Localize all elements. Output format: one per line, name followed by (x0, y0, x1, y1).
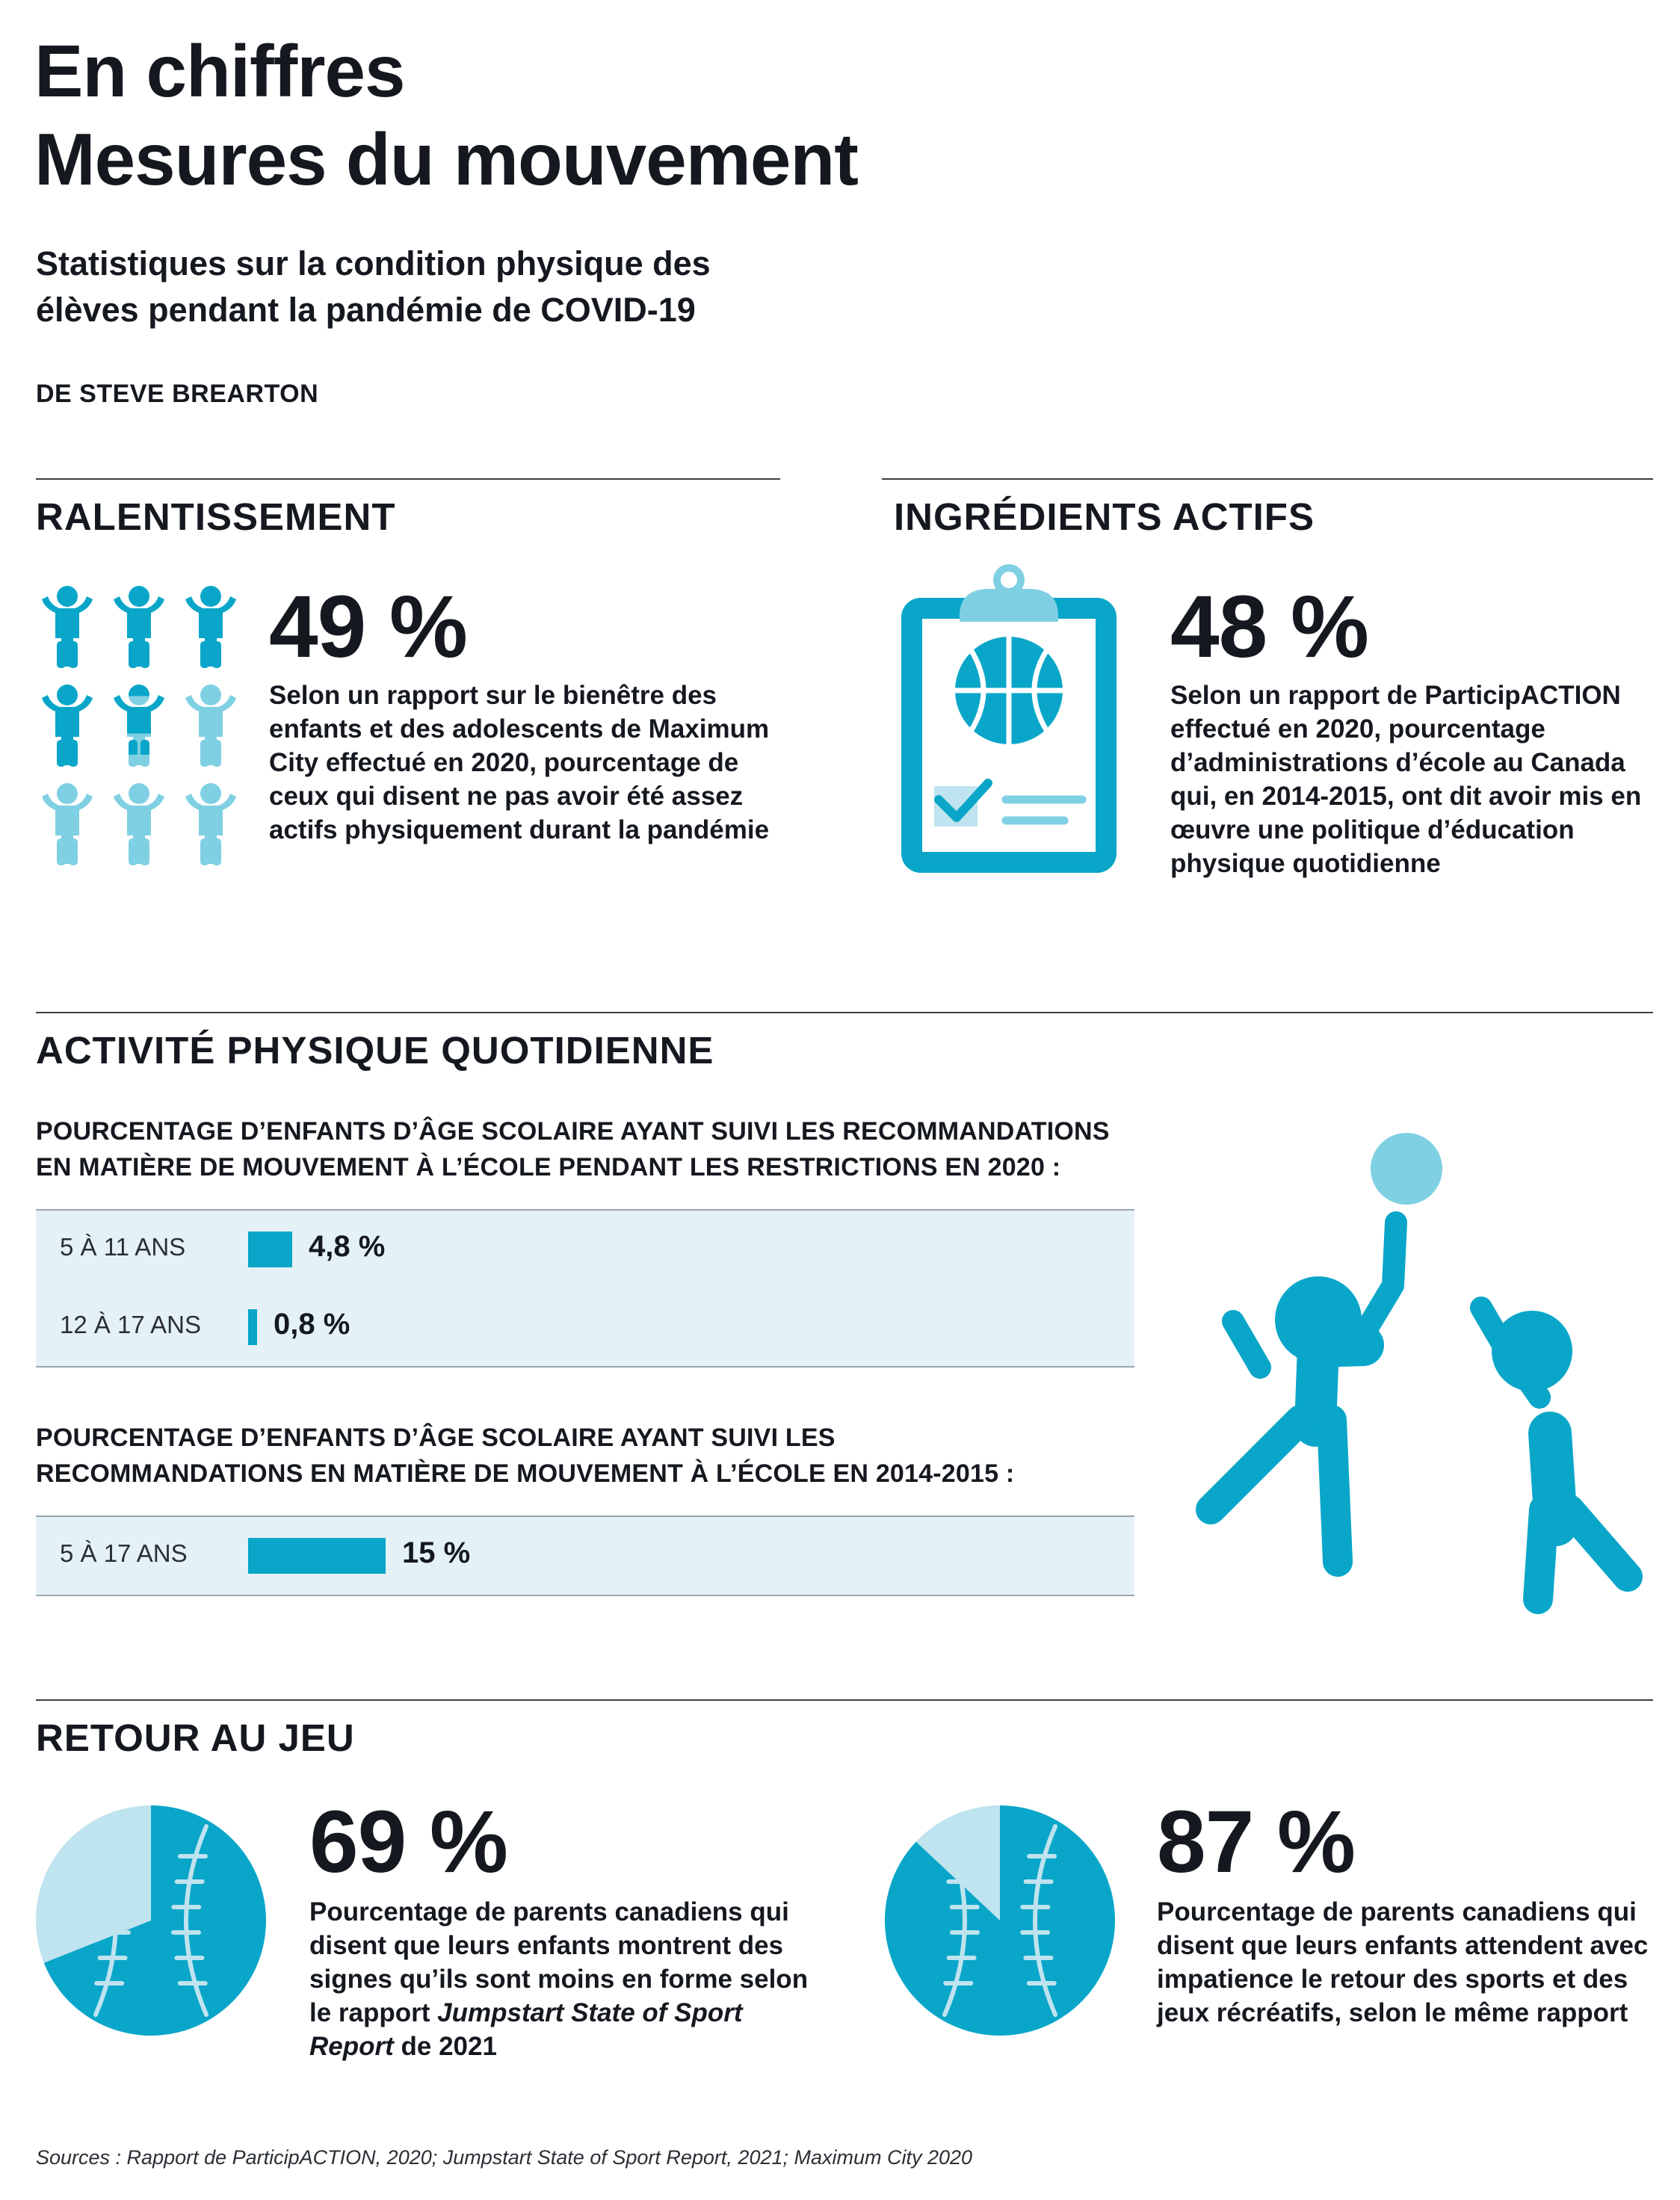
sources-footnote: Sources : Rapport de ParticipACTION, 2020; Jumpstart State of Sport Report, 2021; Maximum City 2020 (36, 2146, 973, 2169)
return-left-description (309, 1895, 825, 2063)
caption-line: RECOMMANDATIONS EN MATIÈRE DE MOUVEMENT À L’ÉCOLE EN 2014-2015 : (36, 1459, 1015, 1488)
person-icon (185, 586, 236, 668)
slowdown-stat: 49 % (269, 578, 467, 676)
byline: DE STEVE BREARTON (36, 380, 319, 408)
person-icon (185, 685, 236, 767)
row-label-5-11: 5 À 11 ANS (60, 1233, 186, 1261)
active-ingredients-heading: INGRÉDIENTS ACTIFS (894, 495, 1315, 538)
person-icon (42, 685, 93, 767)
return-right-stat: 87 % (1157, 1793, 1355, 1891)
baseball-pie-icon (34, 1804, 268, 2037)
slowdown-description: Selon un rapport sur le bienêtre des enfants et des adolescents de Maximum City effectué en 2020, pourcentage de ceux qui disent ne pas avoir été assez actifs physiquement durant la pandémie (269, 681, 770, 844)
bar-value-5-11: 4,8 % (309, 1230, 386, 1263)
row-label-5-17: 5 À 17 ANS (60, 1539, 188, 1567)
row-label-12-17: 12 À 17 ANS (60, 1311, 201, 1338)
table-row (36, 1209, 1134, 1290)
daily-activity-heading: ACTIVITÉ PHYSIQUE QUOTIDIENNE (36, 1029, 714, 1072)
person-icon (42, 783, 93, 865)
return-right-description: Pourcentage de parents canadiens qui disent que leurs enfants attendent avec impatience le retour des sports et des jeux récréatifs, selon le même rapport (1157, 1897, 1649, 2027)
bar-5-17 (248, 1538, 386, 1574)
return-left-stat: 69 % (309, 1793, 507, 1891)
person-icon (42, 586, 93, 668)
caption-line: EN MATIÈRE DE MOUVEMENT À L’ÉCOLE PENDANT LES RESTRICTIONS EN 2020 : (36, 1153, 1061, 1181)
person-icon (114, 586, 164, 668)
return-to-play-heading: RETOUR AU JEU (36, 1717, 355, 1759)
report-title: Jumpstart State of Sport Report (309, 1998, 743, 2061)
bar-5-11 (248, 1232, 292, 1267)
caption-line: POURCENTAGE D’ENFANTS D’ÂGE SCOLAIRE AYANT SUIVI LES (36, 1424, 836, 1452)
bar-12-17 (248, 1309, 257, 1345)
bar-value-5-17: 15 % (402, 1536, 471, 1569)
clipboard-basketball-icon (892, 562, 1125, 882)
section-divider (36, 1012, 1653, 1013)
desc-text: de 2021 (393, 2032, 497, 2061)
chart-caption-2020 (36, 1113, 1110, 1185)
title-line-1: En chiffres (34, 30, 405, 112)
section-divider (36, 478, 780, 480)
people-grid-icon (33, 583, 242, 882)
active-ingredients-stat: 48 % (1170, 578, 1368, 676)
slowdown-heading: RALENTISSEMENT (36, 495, 396, 538)
table-row (36, 1515, 1134, 1596)
person-icon (185, 783, 236, 865)
active-ingredients-description: Selon un rapport de ParticipACTION effectué en 2020, pourcentage d’administrations d’école au Canada qui, en 2014-2015, ont dit avoir mis en œuvre une politique d’éducation physique quotidienne (1170, 681, 1642, 878)
caption-line: POURCENTAGE D’ENFANTS D’ÂGE SCOLAIRE AYANT SUIVI LES RECOMMANDATIONS (36, 1117, 1110, 1146)
desc-text: Pourcentage de parents canadiens qui disent que leurs enfants montrent des signes qu’ils sont moins en forme selon le rapport (309, 1897, 809, 2027)
table-row (36, 1288, 1134, 1368)
children-playing-ball-icon (1188, 1121, 1652, 1629)
page-title (34, 27, 858, 203)
title-line-2: Mesures du mouvement (34, 118, 858, 200)
person-icon (114, 685, 164, 767)
bar-value-12-17: 0,8 % (274, 1308, 350, 1341)
baseball-pie-icon (883, 1804, 1117, 2037)
page-subtitle (36, 241, 711, 333)
subtitle-line-2: élèves pendant la pandémie de COVID-19 (36, 291, 696, 329)
subtitle-line-1: Statistiques sur la condition physique des (36, 244, 711, 282)
section-divider (882, 478, 1653, 480)
section-divider (36, 1699, 1653, 1701)
chart-caption-2014 (36, 1420, 1014, 1492)
person-icon (114, 783, 164, 865)
